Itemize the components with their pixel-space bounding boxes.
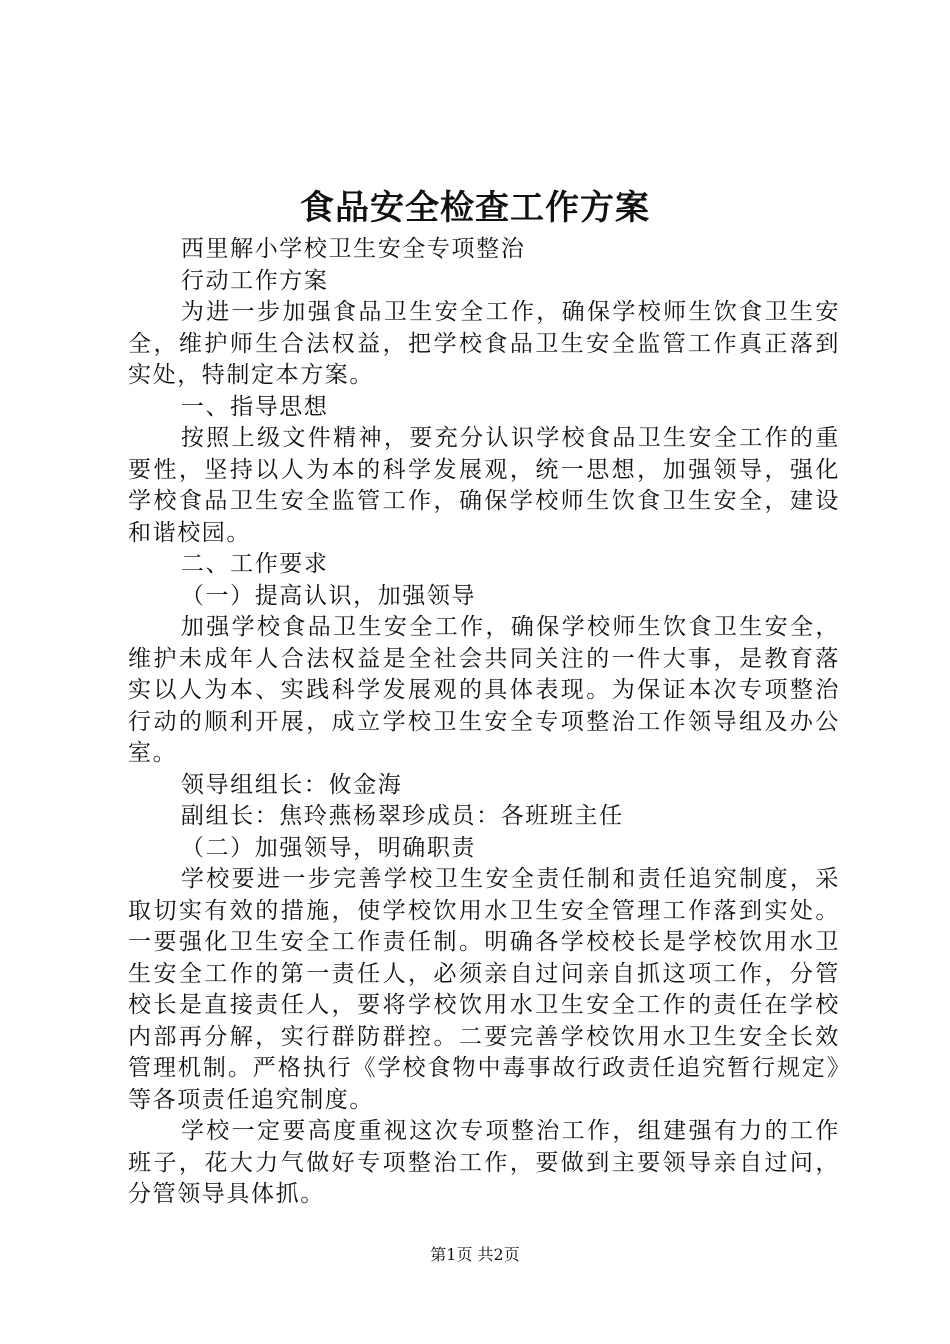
paragraph-raise-awareness: 加强学校食品卫生安全工作，确保学校师生饮食卫生安全，维护未成年人合法权益是全社会共同关注的一件大事，是教育落实以人为本、实践科学发展观的具体表现。为保证本次专项整治行动的顺利开展，成立学校卫生安全专项整治工作领导组及办公室。 (128, 614, 840, 766)
paragraph-guiding-thought: 按照上级文件精神，要充分认识学校食品卫生安全工作的重要性，坚持以人为本的科学发展观，统一思想，加强领导，强化学校食品卫生安全监管工作，确保学校师生饮食卫生安全，建设和谐校园。 (128, 425, 840, 546)
paragraph-intro: 为进一步加强食品卫生安全工作，确保学校师生饮食卫生安全，维护师生合法权益，把学校食品卫生安全监管工作真正落到实处，特制定本方案。 (128, 299, 840, 388)
heading-guiding-thought: 一、指导思想 (180, 393, 329, 420)
document-body (128, 234, 840, 1211)
page-footer: 第1页 共2页 (430, 1245, 520, 1264)
subheading-raise-awareness: （一）提高认识，加强领导 (180, 582, 477, 609)
document-title: 食品安全检查工作方案 (300, 188, 650, 228)
paragraph-subtitle-line2: 行动工作方案 (180, 267, 329, 294)
subheading-clarify-duties: （二）加强领导，明确职责 (180, 834, 477, 861)
paragraph-subtitle-line1: 西里解小学校卫生安全专项整治 (180, 236, 526, 262)
paragraph-attention: 学校一定要高度重视这次专项整治工作，组建强有力的工作班子，花大力气做好专项整治工作，要做到主要领导亲自过问，分管领导具体抓。 (128, 1118, 840, 1207)
heading-work-requirements: 二、工作要求 (180, 551, 329, 577)
paragraph-deputy-leaders: 副组长：焦玲燕杨翠珍成员：各班班主任 (180, 803, 624, 829)
paragraph-group-leader: 领导组组长：攸金海 (180, 771, 403, 798)
paragraph-clarify-duties: 学校要进一步完善学校卫生安全责任制和责任追究制度，采取切实有效的措施，使学校饮用水卫生安全管理工作落到实处。一要强化卫生安全工作责任制。明确各学校校长是学校饮用水卫生安全工作的第一责任人，必须亲自过问亲自抓这项工作，分管校长是直接责任人，要将学校饮用水卫生安全工作的责任在学校内部再分解，实行群防群控。二要完善学校饮用水卫生安全长效管理机制。严格执行《学校食物中毒事故行政责任追究暂行规定》等各项责任追究制度。 (128, 866, 840, 1113)
